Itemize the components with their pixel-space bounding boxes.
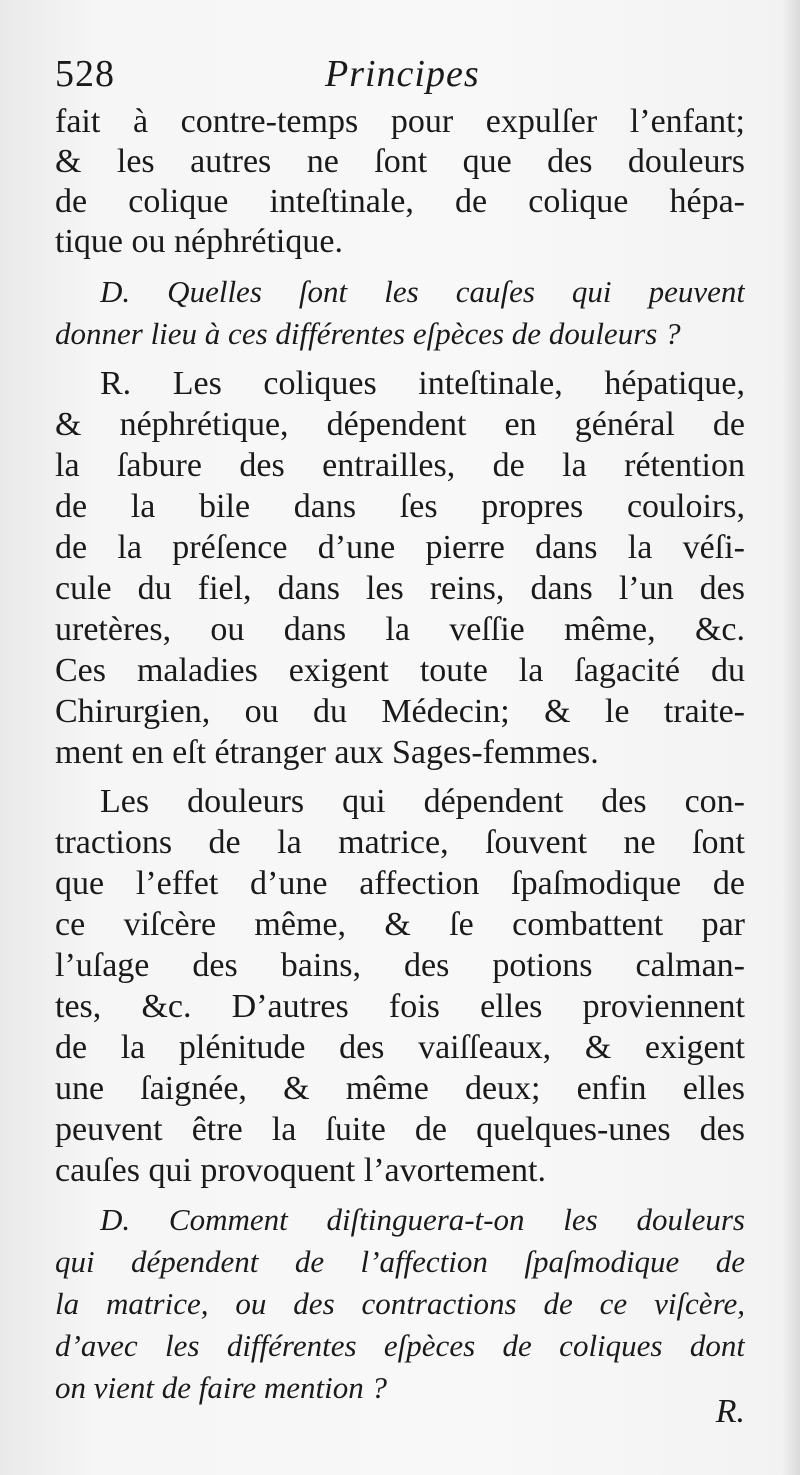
question-line: donner lieu à ces différentes eſpèces de douleurs ? bbox=[55, 316, 681, 351]
answer-line: ment en eſt étranger aux Sages-femmes. bbox=[55, 734, 599, 771]
answer-line: la ſabure des entrailles, de la rétention bbox=[55, 447, 745, 484]
paragraph-line: tes, &c. D’autres fois elles proviennent bbox=[55, 988, 745, 1025]
answer-line: cule du fiel, dans les reins, dans l’un des bbox=[55, 570, 745, 607]
paragraph-line: peuvent être la ſuite de quelques-unes des bbox=[55, 1111, 745, 1148]
question-line: D. Quelles ſont les cauſes qui peuvent bbox=[100, 274, 745, 309]
running-head bbox=[55, 52, 745, 102]
page-gutter-shadow bbox=[782, 0, 800, 1475]
answer-line: de la préſence d’une pierre dans la véſi- bbox=[55, 529, 745, 566]
paragraph-line: une ſaignée, & même deux; enfin elles bbox=[55, 1070, 745, 1107]
question-line: d’avec les différentes eſpèces de coliques dont bbox=[55, 1328, 745, 1363]
paragraph-line: ce viſcère même, & ſe combattent par bbox=[55, 906, 745, 943]
question-line: D. Comment diſtinguera-t-on les douleurs bbox=[100, 1202, 745, 1237]
answer-line: Ces maladies exigent toute la ſagacité du bbox=[55, 652, 745, 689]
paragraph-line: tractions de la matrice, ſouvent ne ſont bbox=[55, 824, 745, 861]
answer-line: de la bile dans ſes propres couloirs, bbox=[55, 488, 745, 525]
text-line: & les autres ne ſont que des douleurs bbox=[55, 143, 745, 180]
running-title: Principes bbox=[325, 53, 480, 95]
answer-line: & néphrétique, dépendent en général de bbox=[55, 406, 745, 443]
question-line: la matrice, ou des contractions de ce viſcère, bbox=[55, 1286, 745, 1321]
question-line: on vient de faire mention ? bbox=[55, 1370, 388, 1405]
paragraph-line: que l’effet d’une affection ſpaſmodique de bbox=[55, 865, 745, 902]
answer-line: Chirurgien, ou du Médecin; & le traite- bbox=[55, 693, 745, 730]
paragraph-line: cauſes qui provoquent l’avortement. bbox=[55, 1152, 546, 1189]
question-line: qui dépendent de l’affection ſpaſmodique de bbox=[55, 1244, 745, 1279]
answer-line: uretères, ou dans la veſſie même, &c. bbox=[55, 611, 745, 648]
catchword: R. bbox=[715, 1393, 745, 1430]
text-line: de colique inteſtinale, de colique hépa- bbox=[55, 183, 745, 220]
answer-line: R. Les coliques inteſtinale, hépatique, bbox=[100, 365, 745, 402]
page-number: 528 bbox=[55, 53, 115, 95]
paragraph-line: de la plénitude des vaiſſeaux, & exigent bbox=[55, 1029, 745, 1066]
paragraph-line: l’uſage des bains, des potions calman- bbox=[55, 947, 745, 984]
paragraph-line: Les douleurs qui dépendent des con- bbox=[100, 783, 745, 820]
text-line: fait à contre-temps pour expulſer l’enfant; bbox=[55, 103, 745, 140]
text-line: tique ou néphrétique. bbox=[55, 223, 343, 260]
